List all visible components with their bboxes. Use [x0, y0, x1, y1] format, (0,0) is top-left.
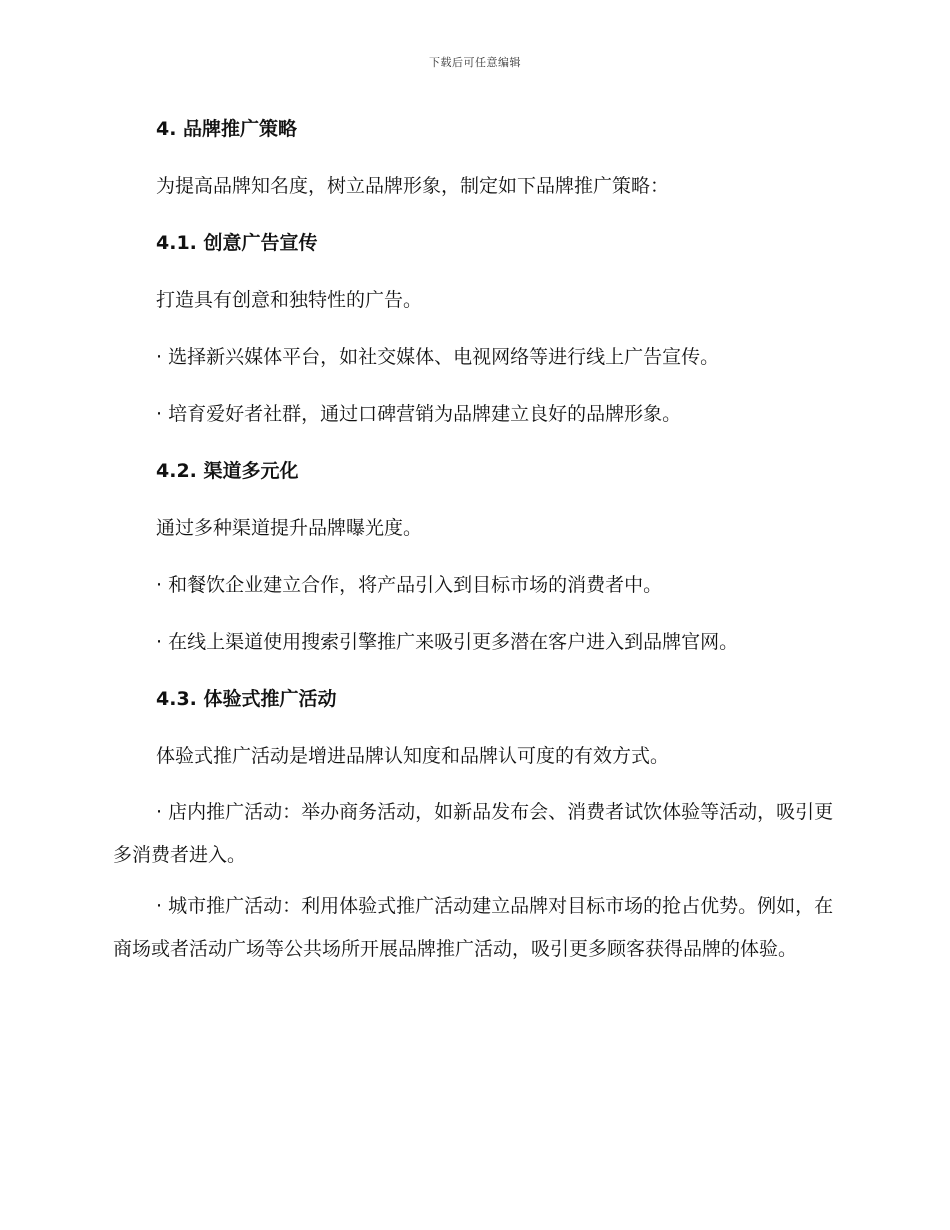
subsection-lead-4-3: 体验式推广活动是增进品牌认知度和品牌认可度的有效方式。: [156, 745, 670, 767]
section-title: 4. 品牌推广策略: [156, 118, 298, 140]
subsection-title-4-3: 4.3. 体验式推广活动: [156, 688, 337, 710]
bullet-item: · 店内推广活动：举办商务活动，如新品发布会、消费者试饮体验等活动，吸引更多消费者进入。: [113, 801, 834, 866]
bullet-item: · 选择新兴媒体平台，如社交媒体、电视网络等进行线上广告宣传。: [156, 346, 720, 368]
bullet-item: · 和餐饮企业建立合作，将产品引入到目标市场的消费者中。: [156, 574, 663, 596]
bullet-item: · 在线上渠道使用搜索引擎推广来吸引更多潜在客户进入到品牌官网。: [156, 631, 739, 653]
document-body: [113, 113, 835, 985]
subsection-title-4-2: 4.2. 渠道多元化: [156, 460, 299, 482]
bullet-item: · 培育爱好者社群，通过口碑营销为品牌建立良好的品牌形象。: [156, 403, 682, 425]
subsection-lead-4-2: 通过多种渠道提升品牌曝光度。: [156, 517, 423, 539]
section-intro: 为提高品牌知名度，树立品牌形象，制定如下品牌推广策略：: [156, 175, 670, 197]
bullet-item: · 城市推广活动：利用体验式推广活动建立品牌对目标市场的抢占优势。例如，在商场或者活动广场等公共场所开展品牌推广活动，吸引更多顾客获得品牌的体验。: [113, 895, 834, 960]
page-header-note: 下载后可任意编辑: [429, 56, 521, 69]
subsection-title-4-1: 4.1. 创意广告宣传: [156, 232, 318, 254]
subsection-lead-4-1: 打造具有创意和独特性的广告。: [156, 289, 423, 311]
